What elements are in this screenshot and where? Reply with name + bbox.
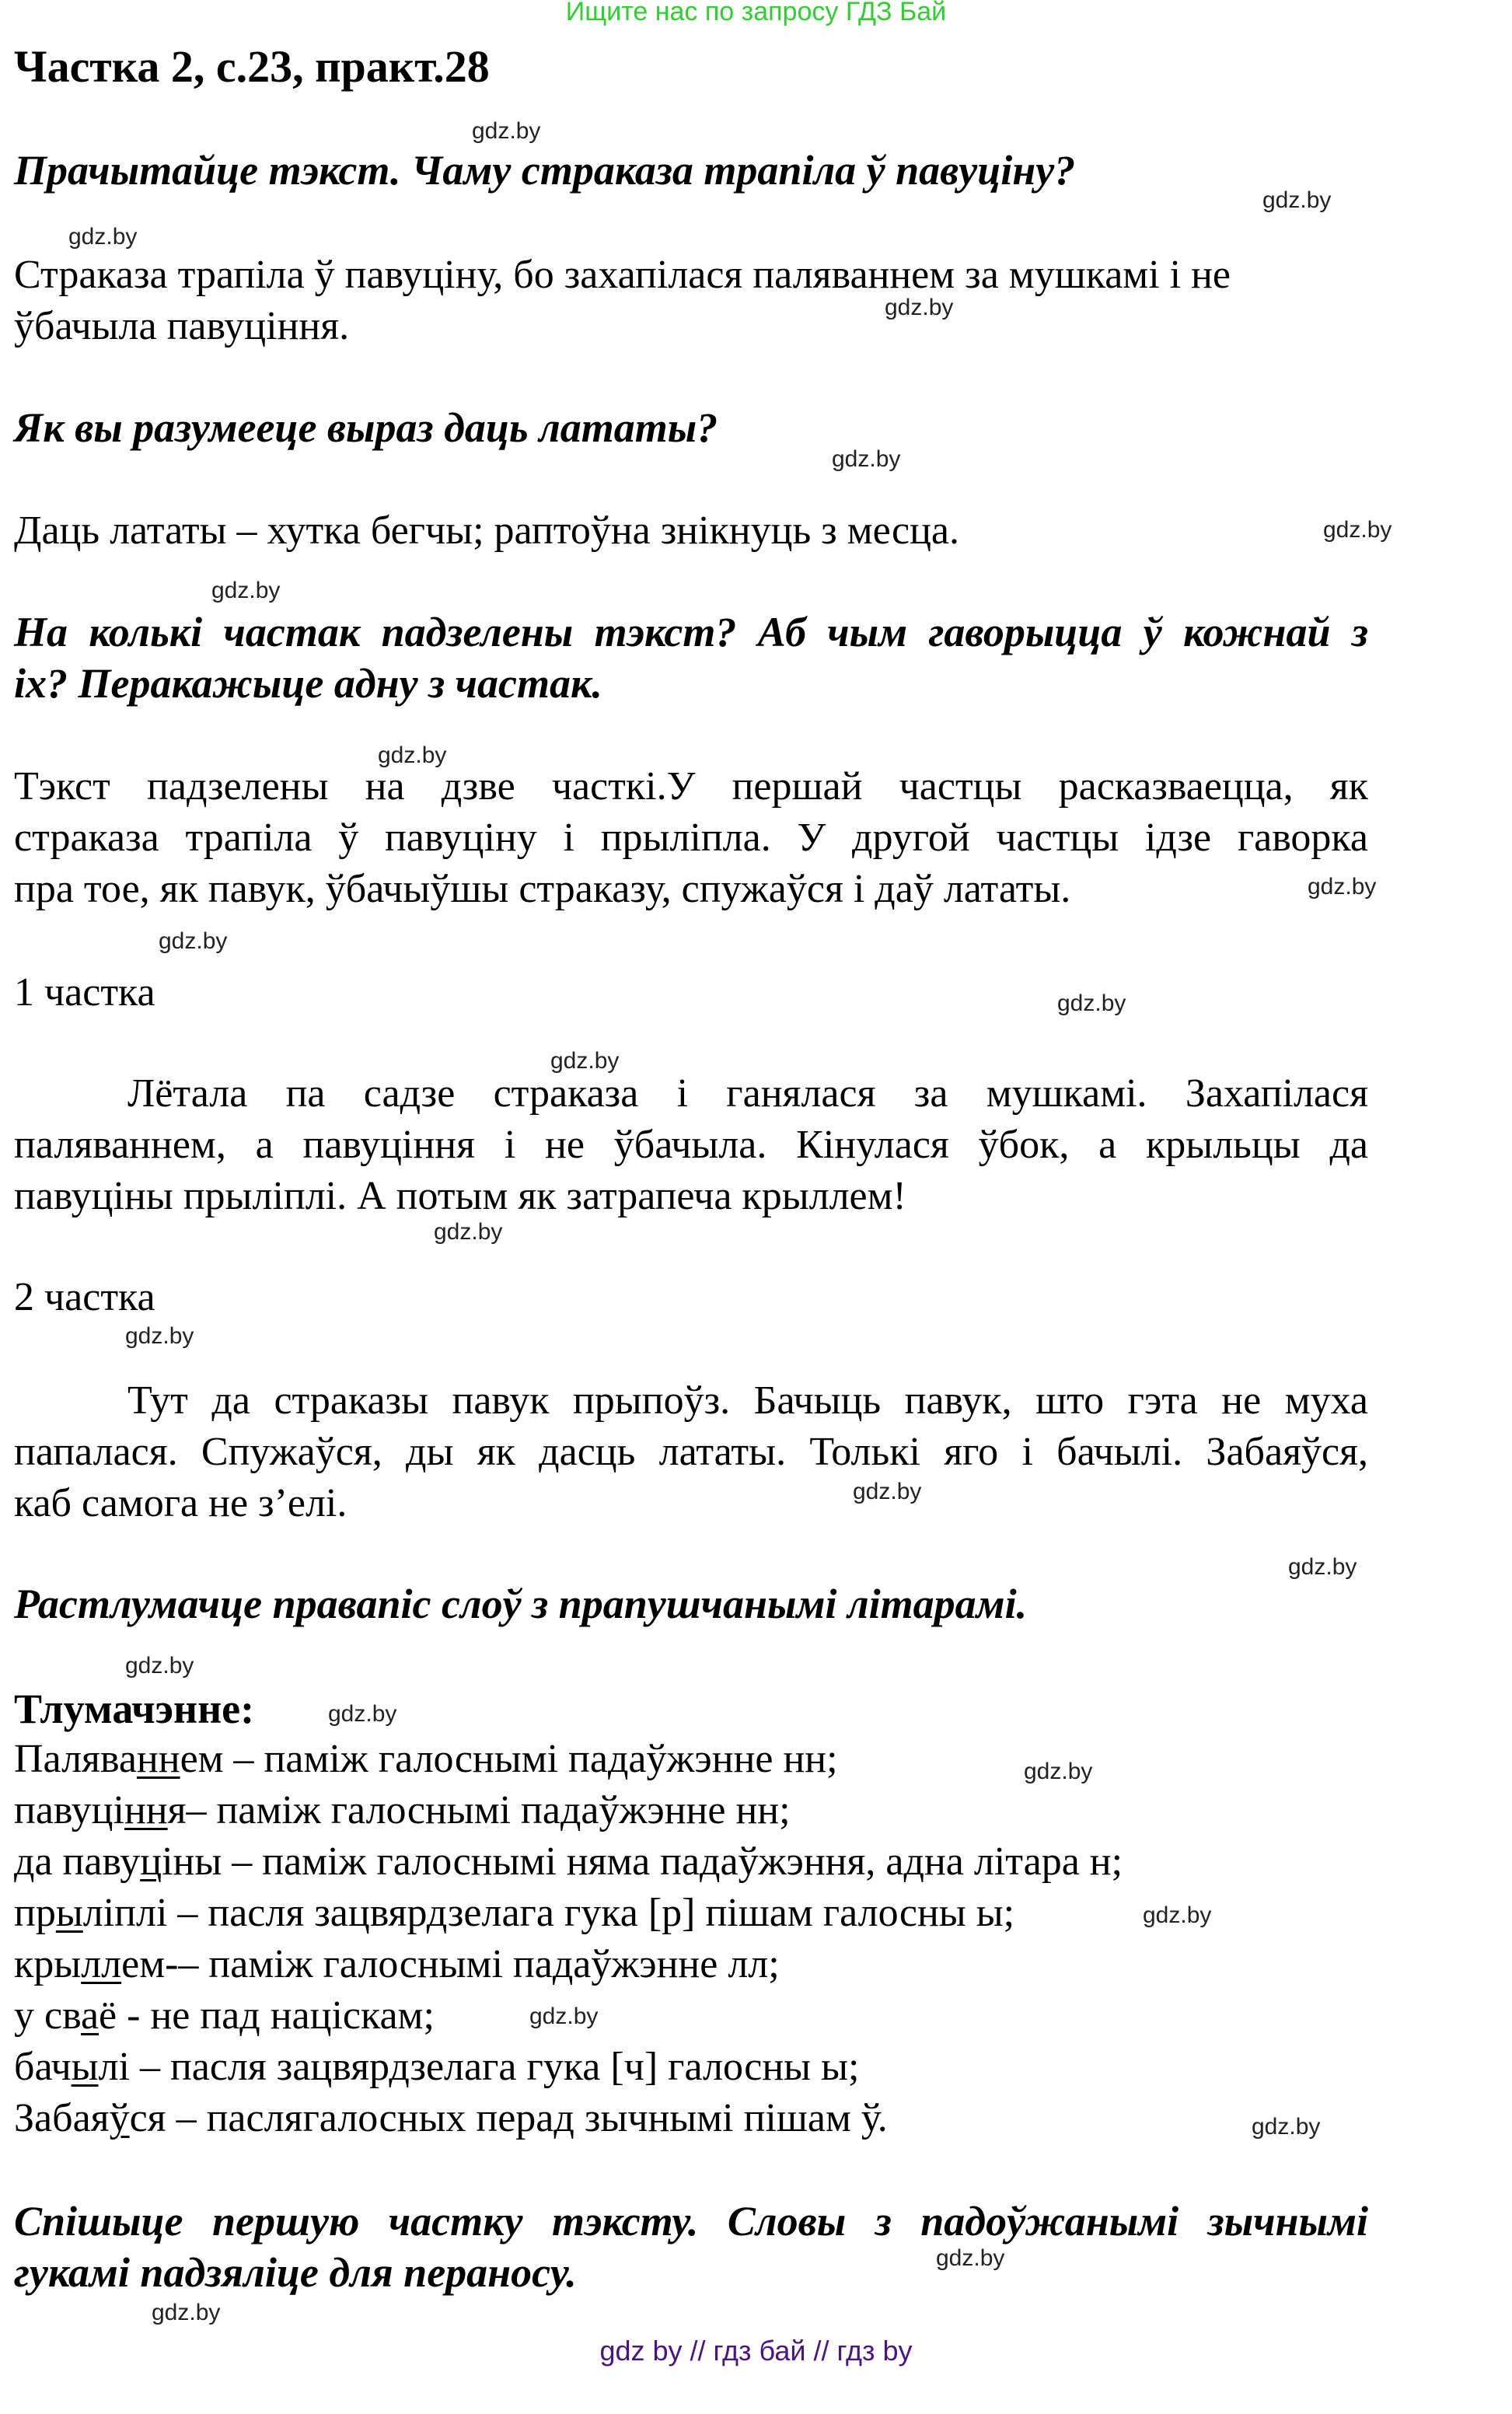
- watermark: gdz.by: [1262, 187, 1332, 213]
- item-prefix: Палява: [14, 1737, 137, 1781]
- watermark: gdz.by: [125, 1653, 194, 1679]
- item-prefix: павуці: [14, 1788, 124, 1832]
- part-2-line: Тут да страказы павук прыпоўз. Бачыць павук, што гэта не муха: [127, 1378, 1368, 1423]
- item-prefix: пр: [14, 1891, 56, 1935]
- answer-1-line: ўбачыла павуціння.: [14, 304, 350, 348]
- item-prefix: бач: [14, 2045, 72, 2089]
- watermark: gdz.by: [1323, 517, 1392, 543]
- item-rest: ем – паміж галоснымі падаўжэнне нн;: [180, 1737, 838, 1781]
- watermark: gdz.by: [328, 1701, 397, 1727]
- item-underlined: ц: [140, 1839, 162, 1884]
- watermark: gdz.by: [1024, 1759, 1093, 1784]
- answer-2: Даць лататы – хутка бегчы; раптоўна знікнуць з месца.: [14, 508, 959, 553]
- item-underlined: ы: [55, 1891, 83, 1935]
- watermark: gdz.by: [211, 578, 281, 603]
- watermark: gdz.by: [152, 2300, 221, 2325]
- watermark: gdz.by: [1057, 990, 1126, 1016]
- question-3-line: На колькі частак падзелены тэкст? Аб чым гаворыцца ў кожнай з: [14, 609, 1368, 655]
- watermark: gdz.by: [529, 2004, 599, 2029]
- item-prefix: да паву: [14, 1839, 141, 1884]
- item-rest: я– паміж галоснымі падаўжэнне нн;: [167, 1788, 791, 1832]
- part-1-line: павуціны прыліплі. А потым як затрапеча крыллем!: [14, 1174, 906, 1218]
- watermark: gdz.by: [1143, 1902, 1212, 1928]
- search-banner: Ищите нас по запросу ГДЗ Бай: [565, 0, 947, 26]
- explanation-item: [14, 1890, 1014, 1936]
- item-underlined: ы: [71, 2045, 99, 2089]
- answer-1-line: Страказа трапіла ў павуціну, бо захапілася паляваннем за мушкамі і не: [14, 253, 1231, 297]
- explanation-label: Тлумачэнне:: [14, 1686, 255, 1732]
- watermark: gdz.by: [832, 446, 901, 472]
- item-prefix: у св: [14, 1993, 81, 2038]
- item-rest: ліплі – пасля зацвярдзелага гука [р] пішам галосны ы;: [82, 1891, 1015, 1935]
- part-1-line: паляваннем, а павуціння і не ўбачыла. Кінулася ўбок, а крыльцы да: [14, 1123, 1368, 1167]
- item-rest: іны – паміж галоснымі няма падаўжэння, адна літара н;: [162, 1839, 1123, 1884]
- question-2: Як вы разумееце выраз даць лататы?: [14, 404, 718, 451]
- explanation-item: [14, 1736, 838, 1782]
- watermark: gdz.by: [434, 1219, 503, 1245]
- item-underlined: нн: [124, 1788, 168, 1832]
- watermark: gdz.by: [378, 742, 447, 768]
- item-rest: ем-– паміж галоснымі падаўжэнне лл;: [121, 1942, 780, 1986]
- watermark: gdz.by: [159, 928, 228, 954]
- answer-3-line: Тэкст падзелены на дзве часткі.У першай частцы расказваецца, як: [14, 764, 1368, 809]
- question-3-line: іх? Перакажыце адну з частак.: [14, 660, 602, 707]
- answer-3-line: страказа трапіла ў павуціну і прыліпла. У другой частцы ідзе гаворка: [14, 816, 1368, 860]
- watermark: gdz.by: [472, 118, 541, 144]
- item-prefix: Забая: [14, 2096, 110, 2140]
- item-underlined: а: [80, 1993, 100, 2038]
- question-4: Растлумачце правапіс слоў з прапушчанымі літарамі.: [14, 1581, 1028, 1627]
- explanation-item: [14, 2095, 888, 2141]
- question-5-line: гукамі падзяліце для пераносу.: [14, 2249, 577, 2296]
- question-1: Прачытайце тэкст. Чаму страказа трапіла ў павуціну?: [14, 147, 1076, 194]
- watermark: gdz.by: [885, 295, 954, 320]
- watermark: gdz.by: [853, 1479, 922, 1504]
- watermark: gdz.by: [68, 224, 138, 250]
- part-1-line: Лётала па садзе страказа і ганялася за мушкамі. Захапілася: [127, 1071, 1368, 1116]
- part-2-label: 2 частка: [14, 1275, 155, 1319]
- item-prefix: кры: [14, 1942, 82, 1986]
- item-underlined: лл: [81, 1942, 122, 1986]
- watermark: gdz.by: [1288, 1554, 1357, 1580]
- watermark: gdz.by: [1308, 874, 1377, 900]
- explanation-item: [14, 2044, 860, 2090]
- item-rest: ся – паслягалосных перад зычнымі пішам ў.: [129, 2096, 888, 2140]
- question-5-line: Спішыце першую частку тэксту. Словы з падоўжанымі зычнымі: [14, 2198, 1368, 2245]
- item-underlined: нн: [136, 1737, 180, 1781]
- item-rest: лі – пасля зацвярдзелага гука [ч] галосны ы;: [98, 2045, 860, 2089]
- page-title: Частка 2, с.23, практ.28: [14, 41, 490, 92]
- explanation-item: [14, 1787, 791, 1833]
- watermark: gdz.by: [936, 2245, 1005, 2271]
- watermark: gdz.by: [550, 1048, 620, 1074]
- item-underlined: ў: [109, 2096, 130, 2140]
- part-2-line: каб самога не з’елі.: [14, 1481, 347, 1525]
- item-rest: ё - не пад націскам;: [99, 1993, 435, 2038]
- explanation-item: [14, 1941, 780, 1987]
- watermark: gdz.by: [1252, 2114, 1321, 2140]
- watermark: gdz.by: [125, 1323, 194, 1349]
- answer-3-line: пра тое, як павук, ўбачыўшы страказу, спужаўся і даў лататы.: [14, 867, 1071, 911]
- part-2-line: папалася. Спужаўся, ды як дасць лататы. Толькі яго і бачылі. Забаяўся,: [14, 1430, 1368, 1474]
- explanation-item: [14, 1839, 1123, 1885]
- footer-links: gdz by // гдз бай // гдз by: [599, 2335, 913, 2367]
- part-1-label: 1 частка: [14, 970, 155, 1015]
- explanation-item: [14, 1993, 435, 2038]
